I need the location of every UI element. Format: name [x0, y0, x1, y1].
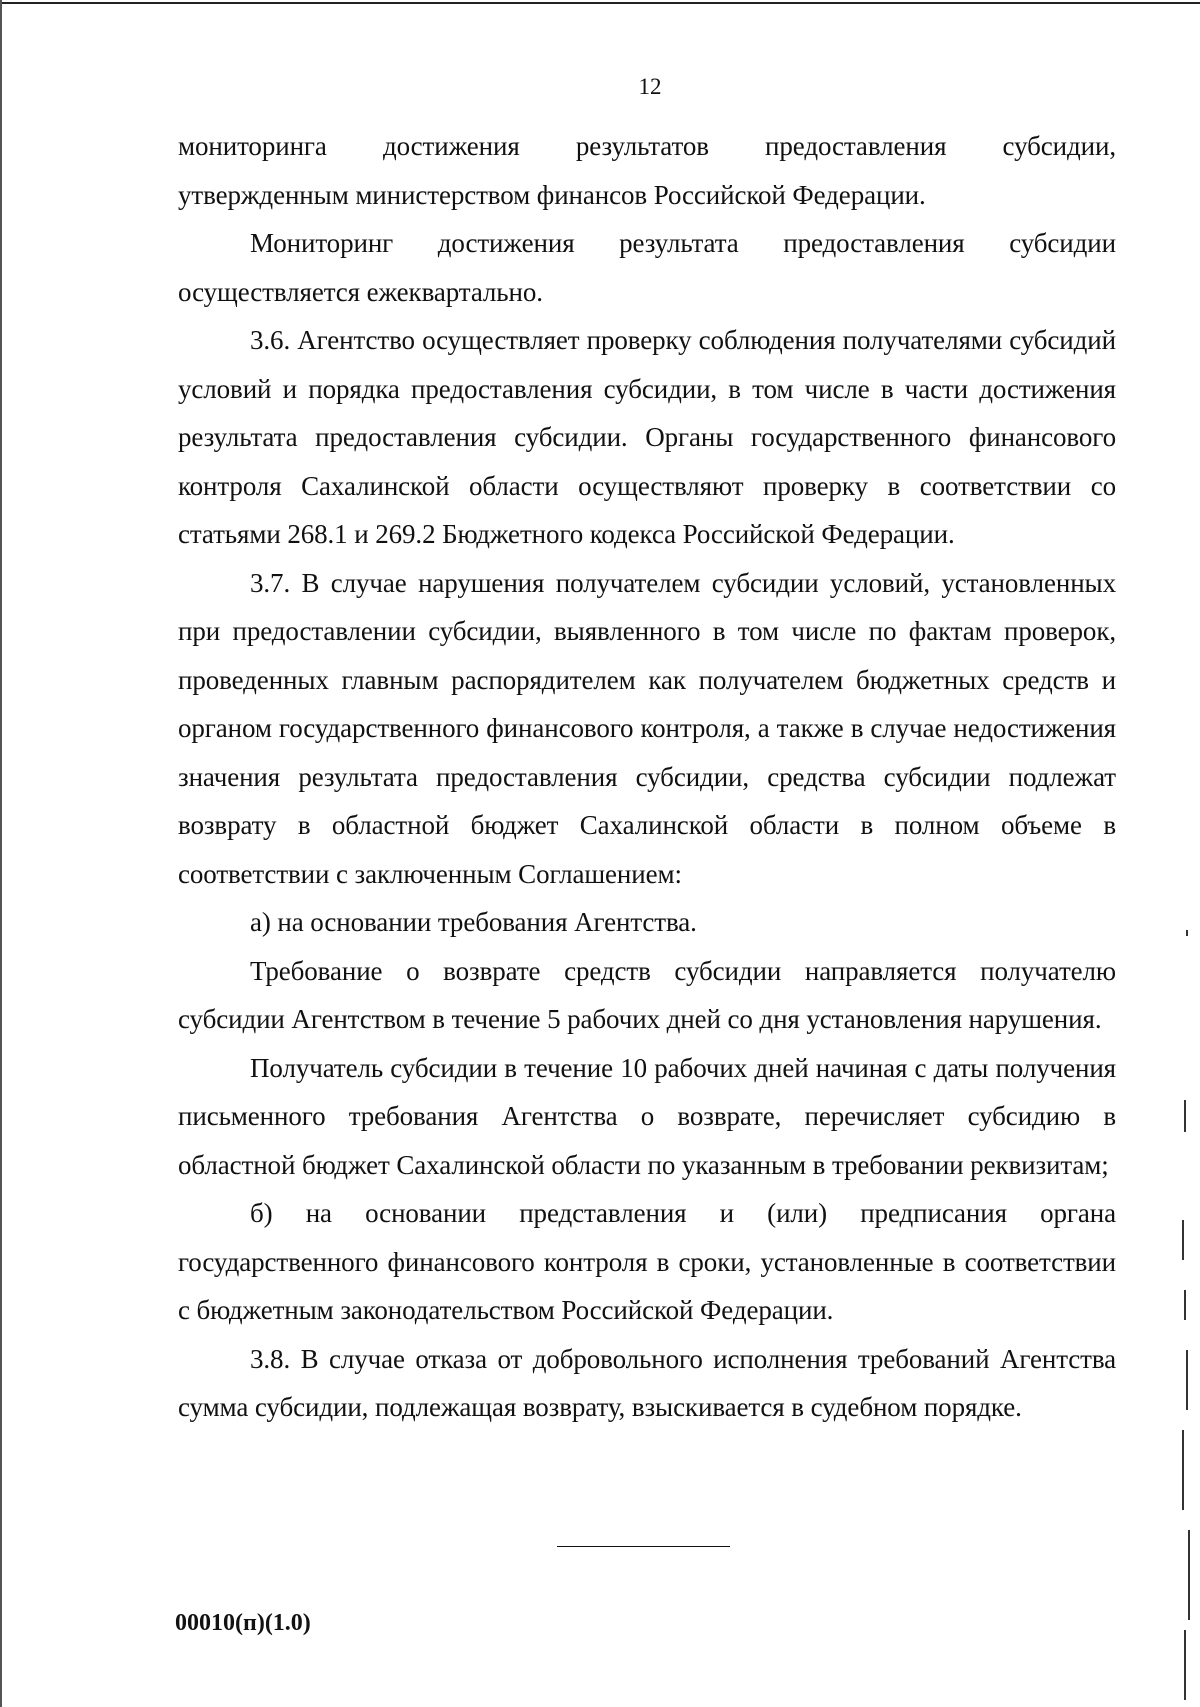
paragraph-recipient: Получатель субсидии в течение 10 рабочих дней начиная с даты получения письменного требования Агентства о возврате, перечисляет субсидию в областной бюджет Сахалинской области по указанным в требовании реквизитам; [178, 1052, 1116, 1180]
document-code: 00010(п)(1.0) [175, 1610, 311, 1636]
paragraph-3-7: 3.7. В случае нарушения получателем субсидии условий, установленных при предоставлении субсидии, выявленного в том числе по фактам проверок, проведенных главным распорядителем как получателем бюджетных средств и органом государственного финансового контроля, а также в случае недостижения значения результата предоставления субсидии, средства субсидии подлежат возврату в областной бюджет Сахалинской области в полном объеме в соответствии с заключенным Соглашением: [178, 567, 1116, 889]
paragraph-continuation-first-line: мониторинга достижения результатов предоставления субсидии, [178, 131, 1116, 161]
page-number: 12 [638, 74, 662, 99]
end-separator-line [557, 1546, 730, 1547]
paragraph-item-a: а) на основании требования Агентства. [250, 907, 697, 937]
paragraph-3-6: 3.6. Агентство осуществляет проверку соблюдения получателями субсидий условий и порядка предоставления субсидии, в том числе в части достижения результата предоставления субсидии. Органы государственного финансового контроля Сахалинской области осуществляют проверку в соответствии со статьями 268.1 и 269.2 Бюджетного кодекса Российской Федерации. [178, 325, 1116, 549]
paragraph-item-b: б) на основании представления и (или) предписания органа государственного финансового контроля в сроки, установленные в соответствии с бюджетным законодательством Российской Федерации. [178, 1198, 1116, 1325]
document-body [178, 122, 1116, 1432]
paragraph-monitoring: Мониторинг достижения результата предоставления субсидии осуществляется ежеквартально. [178, 228, 1116, 307]
paragraph-3-8: 3.8. В случае отказа от добровольного исполнения требований Агентства сумма субсидии, подлежащая возврату, взыскивается в судебном порядке. [178, 1343, 1116, 1422]
top-scan-edge [0, 2, 1200, 4]
scan-edge-marks [1176, 930, 1194, 1700]
paragraph-continuation-rest: утвержденным министерством финансов Российской Федерации. [178, 179, 926, 210]
paragraph-requirement: Требование о возврате средств субсидии направляется получателю субсидии Агентством в течение 5 рабочих дней со дня установления нарушения. [178, 955, 1116, 1034]
left-scan-edge [0, 0, 2, 1707]
